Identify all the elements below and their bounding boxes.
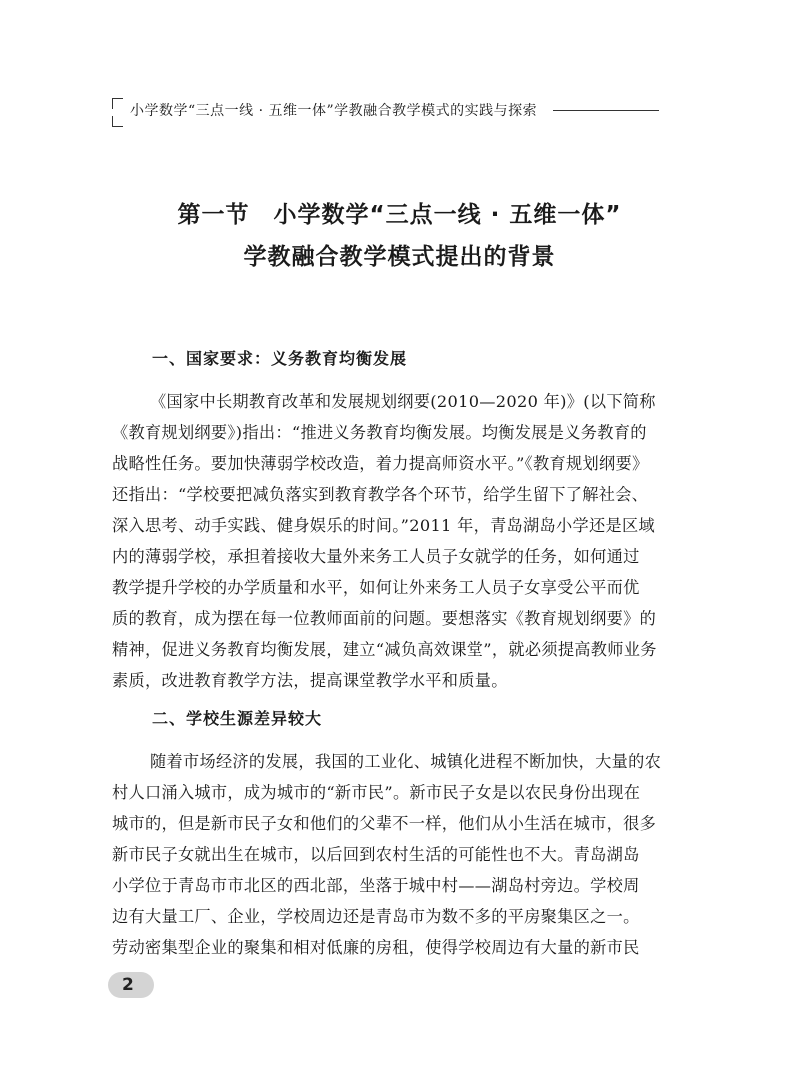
paragraph-line: 战略性任务。要加快薄弱学校改造，着力提高师资水平。”《教育规划纲要》: [112, 454, 649, 473]
page-number: 2: [122, 975, 134, 995]
page-number-badge: [108, 972, 154, 998]
header-corner-mark-bottom: [112, 116, 123, 127]
paragraph-line: 《国家中长期教育改革和发展规划纲要(2010—2020 年)》(以下简称: [150, 392, 656, 411]
paragraph-line: 内的薄弱学校，承担着接收大量外来务工人员子女就学的任务，如何通过: [112, 547, 640, 566]
paragraph-line: 深入思考、动手实践、健身娱乐的时间。”2011 年，青岛湖岛小学还是区域: [112, 516, 655, 535]
paragraph-line: 精神，促进义务教育均衡发展，建立“减负高效课堂”，就必须提高教师业务: [112, 640, 657, 659]
paragraph-line: 小学位于青岛市市北区的西北部，坐落于城中村——湖岛村旁边。学校周: [112, 876, 640, 895]
paragraph-line: 边有大量工厂、企业，学校周边还是青岛市为数不多的平房聚集区之一。: [112, 907, 640, 926]
paragraph-line: 新市民子女就出生在城市，以后回到农村生活的可能性也不大。青岛湖岛: [112, 845, 640, 864]
paragraph-line: 村人口涌入城市，成为城市的“新市民”。新市民子女是以农民身份出现在: [112, 783, 641, 802]
subheading-student-differences: 二、学校生源差异较大: [152, 709, 323, 728]
section-title-line-1: 第一节 小学数学“三点一线 · 五维一体”: [177, 202, 622, 228]
paragraph-line: 素质，改进教育教学方法，提高课堂教学水平和质量。: [112, 671, 508, 690]
paragraph-line: 质的教育，成为摆在每一位教师面前的问题。要想落实《教育规划纲要》的: [112, 609, 657, 628]
paragraph-line: 随着市场经济的发展，我国的工业化、城镇化进程不断加快，大量的农: [150, 752, 662, 771]
section-title-line-2: 学教融合教学模式提出的背景: [243, 244, 556, 270]
paragraph-line: 劳动密集型企业的聚集和相对低廉的房租，使得学校周边有大量的新市民: [112, 938, 640, 957]
paragraph-line: 教学提升学校的办学质量和水平，如何让外来务工人员子女享受公平而优: [112, 578, 640, 597]
header-rule: [553, 110, 659, 111]
running-header: 小学数学“三点一线 · 五维一体”学教融合教学模式的实践与探索: [130, 103, 538, 119]
paragraph-line: 还指出：“学校要把减负落实到教育教学各个环节，给学生留下了解社会、: [112, 485, 649, 504]
paragraph-line: 《教育规划纲要》)指出：“推进义务教育均衡发展。均衡发展是义务教育的: [112, 423, 647, 442]
header-corner-mark-top: [112, 98, 123, 109]
paragraph-line: 城市的，但是新市民子女和他们的父辈不一样，他们从小生活在城市，很多: [112, 814, 657, 833]
subheading-national-requirement: 一、国家要求：义务教育均衡发展: [152, 349, 408, 368]
